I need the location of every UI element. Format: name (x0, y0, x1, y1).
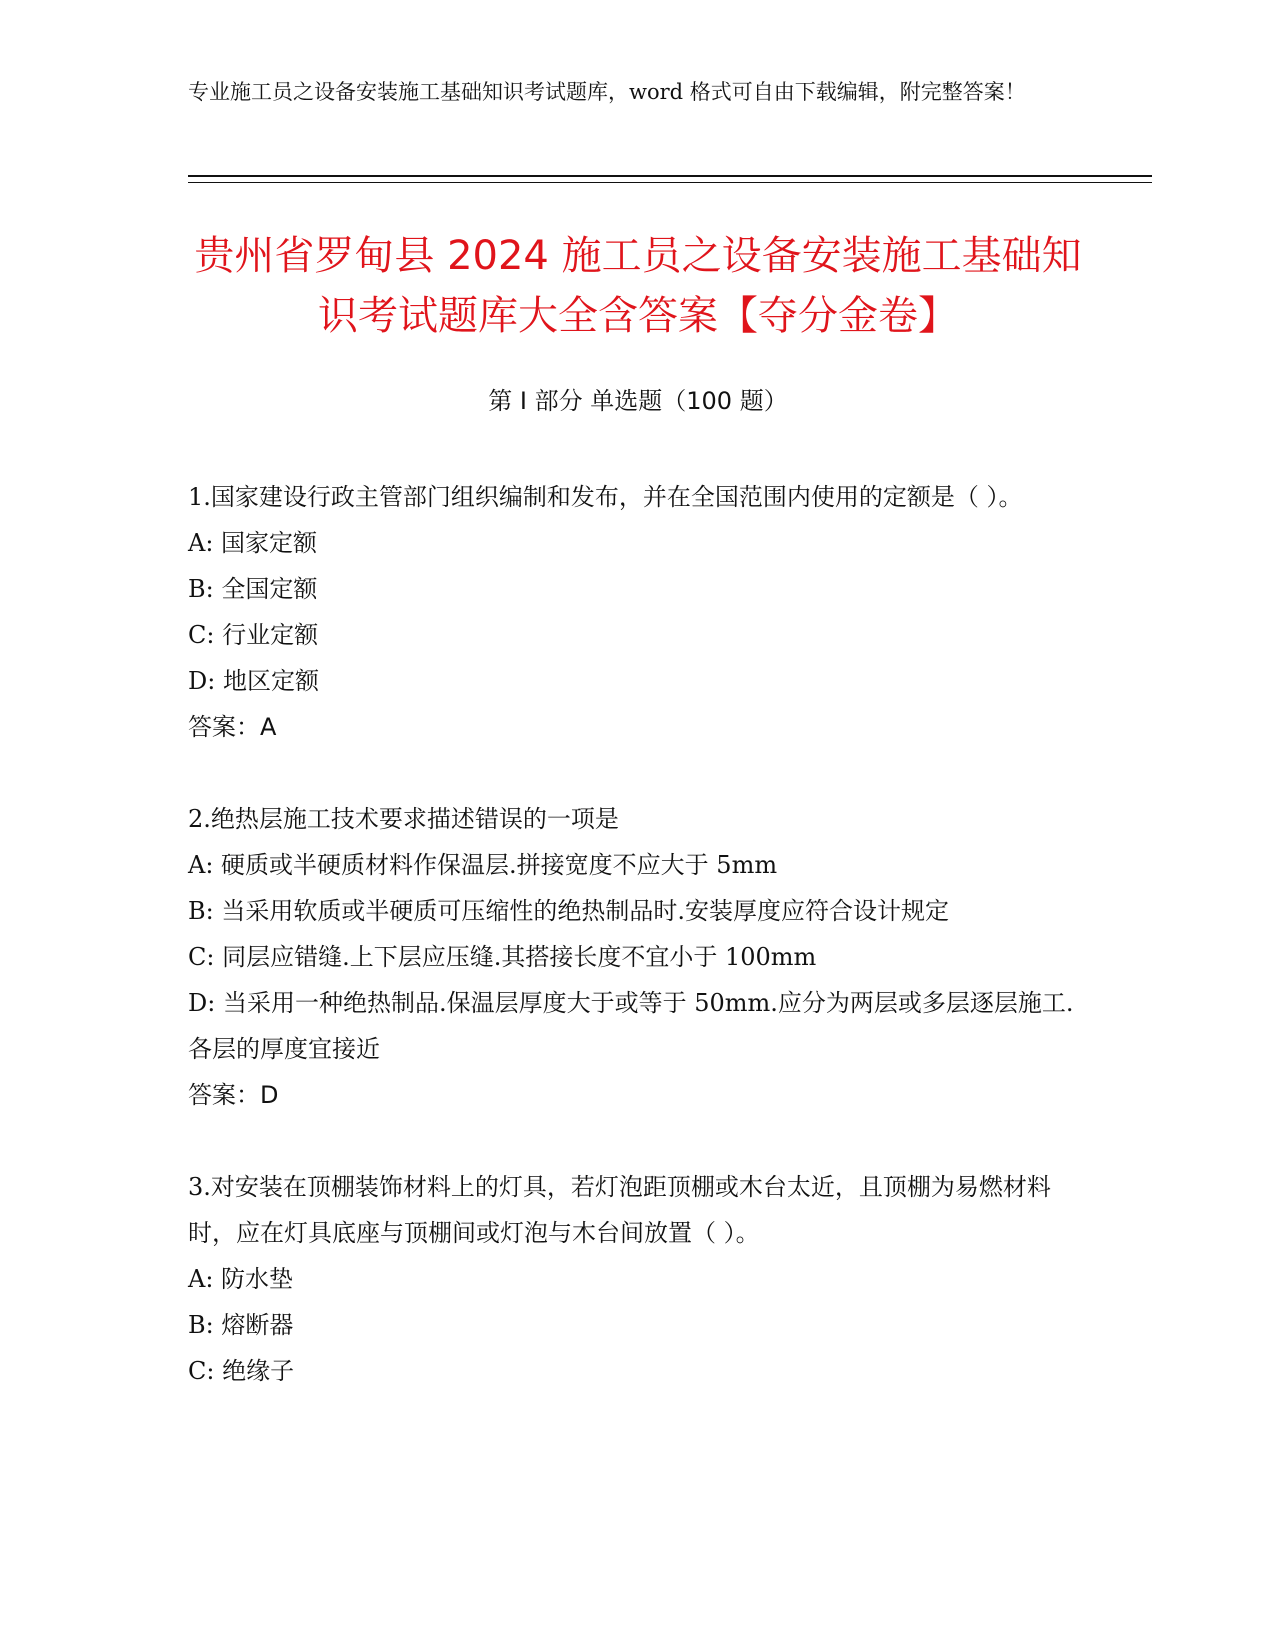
header-rule-thick (188, 175, 1152, 177)
question-list (188, 474, 1088, 1440)
option-c: C: 绝缘子 (188, 1357, 295, 1385)
document-title: 贵州省罗甸县 2024 施工员之设备安装施工基础知识考试题库大全含答案【夺分金卷】 (194, 233, 1082, 339)
question-2 (188, 796, 1088, 1118)
answer: 答案：A (188, 713, 277, 741)
question-stem: 1.国家建设行政主管部门组织编制和发布，并在全国范围内使用的定额是（ ）。 (188, 483, 1023, 511)
question-stem: 2.绝热层施工技术要求描述错误的一项是 (188, 805, 619, 833)
question-3 (188, 1164, 1088, 1394)
option-b: B: 全国定额 (188, 575, 318, 603)
section-title: 第 I 部分 单选题（100 题） (488, 387, 788, 415)
option-a: A: 国家定额 (188, 529, 318, 557)
option-d: D: 地区定额 (188, 667, 319, 695)
option-c: C: 行业定额 (188, 621, 319, 649)
question-stem: 3.对安装在顶棚装饰材料上的灯具，若灯泡距顶棚或木台太近，且顶棚为易燃材料时，应在灯具底座与顶棚间或灯泡与木台间放置（ ）。 (188, 1173, 1051, 1247)
option-a: A: 防水垫 (188, 1265, 294, 1293)
option-a: A: 硬质或半硬质材料作保温层.拼接宽度不应大于 5mm (188, 851, 778, 879)
question-1 (188, 474, 1088, 750)
option-b: B: 熔断器 (188, 1311, 294, 1339)
header-note: 专业施工员之设备安装施工基础知识考试题库，word 格式可自由下载编辑，附完整答案！ (188, 80, 1026, 104)
option-d: D: 当采用一种绝热制品.保温层厚度大于或等于 50mm.应分为两层或多层逐层施工.各层的厚度宜接近 (188, 989, 1074, 1063)
option-b: B: 当采用软质或半硬质可压缩性的绝热制品时.安装厚度应符合设计规定 (188, 897, 949, 925)
option-c: C: 同层应错缝.上下层应压缝.其搭接长度不宜小于 100mm (188, 943, 817, 971)
answer: 答案：D (188, 1081, 279, 1109)
header-rule-thin (188, 182, 1152, 183)
